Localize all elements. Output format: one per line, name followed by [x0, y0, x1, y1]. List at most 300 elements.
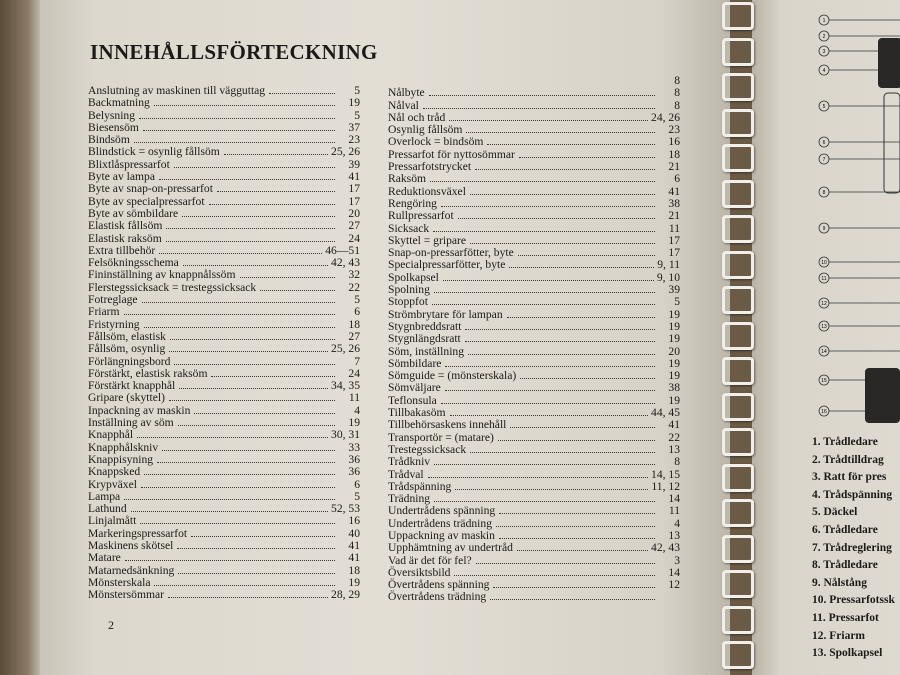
- index-entry-page: 8: [674, 455, 680, 469]
- index-entry-page: 41: [348, 538, 360, 552]
- index-entry-page: 34, 35: [331, 379, 360, 393]
- diagram-callout: [819, 298, 900, 308]
- diagram-callout: [819, 187, 900, 197]
- leader-dots: [139, 118, 335, 119]
- index-entry-page: 42, 43: [651, 541, 680, 555]
- index-entry-page: 3: [674, 553, 680, 567]
- diagram-callout: [819, 15, 900, 25]
- index-entry-label: Trädning: [388, 492, 431, 506]
- spiral-coil: [722, 286, 754, 314]
- index-entry: [388, 272, 680, 284]
- index-entry: [388, 161, 680, 173]
- index-column-middle: [388, 75, 680, 604]
- index-entry-page: 22: [348, 280, 360, 294]
- index-entry-page: 14: [668, 492, 680, 506]
- leader-dots: [468, 354, 655, 355]
- index-entry: [388, 591, 680, 603]
- index-entry-label: Undertrådens trädning: [388, 516, 492, 530]
- leader-dots: [154, 585, 335, 586]
- index-entry-page: 37: [348, 120, 360, 134]
- index-entry-page: 17: [668, 233, 680, 247]
- leader-dots: [458, 218, 655, 219]
- spiral-coil: [722, 73, 754, 101]
- leader-dots: [178, 573, 335, 574]
- spiral-coil: [722, 144, 754, 172]
- callout-number: 4: [822, 68, 826, 74]
- leader-dots: [178, 425, 335, 426]
- leader-dots: [445, 366, 655, 367]
- index-entry-label: Trestegssicksack: [388, 442, 467, 456]
- spiral-coil: [722, 641, 754, 669]
- index-entry-label: Strömbrytare för lampan: [388, 307, 503, 321]
- index-entry-label: Upphämtning av undertråd: [388, 541, 513, 555]
- leader-dots: [507, 317, 655, 318]
- index-entry-label: Byte av lampa: [88, 170, 155, 184]
- index-entry-label: Osynlig fållsöm: [388, 123, 463, 137]
- callout-number: 5: [822, 104, 826, 110]
- diagram-callout: [819, 346, 900, 356]
- index-entry: [388, 136, 680, 148]
- index-entry-page: 19: [668, 369, 680, 383]
- index-entry-label: Maskinens skötsel: [88, 538, 174, 552]
- legend-item: 3. Ratt för pres: [812, 471, 887, 484]
- index-entry-page: 19: [348, 96, 360, 110]
- leader-dots: [124, 314, 335, 315]
- leader-dots: [124, 499, 335, 500]
- index-entry: [388, 284, 680, 296]
- index-entry-label: Knappsked: [88, 465, 141, 479]
- leader-dots: [470, 243, 655, 244]
- leader-dots: [140, 523, 335, 524]
- index-entry-page: 5: [354, 489, 360, 503]
- leader-dots: [125, 560, 335, 561]
- leader-dots: [496, 526, 655, 527]
- index-entry-label: Backmatning: [88, 96, 150, 110]
- leader-dots: [194, 413, 335, 414]
- leader-dots: [470, 194, 655, 195]
- machine-diagram: [810, 8, 900, 428]
- index-entry-label: Förstärkt knapphål: [88, 379, 176, 393]
- index-entry-page: 19: [348, 575, 360, 589]
- index-entry-label: Byte av snap-on-pressarfot: [88, 182, 213, 196]
- spiral-coil: [722, 428, 754, 456]
- index-entry: [88, 233, 360, 245]
- leader-dots: [224, 154, 328, 155]
- index-entry-page: 42, 43: [331, 256, 360, 270]
- leader-dots: [449, 120, 648, 121]
- leader-dots: [169, 400, 335, 401]
- index-entry-page: 24: [348, 231, 360, 245]
- callout-number: 3: [822, 49, 826, 55]
- index-entry: [388, 346, 680, 358]
- index-entry-page: 8: [674, 74, 680, 87]
- leader-dots: [157, 462, 335, 463]
- index-entry-label: Elastisk fållsöm: [88, 219, 163, 233]
- index-entry: [388, 542, 680, 554]
- index-entry-label: Flerstegssicksack = trestegssicksack: [88, 280, 257, 294]
- leader-dots: [429, 95, 655, 96]
- index-entry-label: Linjalmått: [88, 514, 137, 528]
- leader-dots: [168, 597, 328, 598]
- index-entry-page: 19: [348, 416, 360, 430]
- index-entry-label: Nålval: [388, 98, 419, 112]
- index-entry-label: Biesensöm: [88, 120, 139, 134]
- leader-dots: [434, 464, 655, 465]
- index-entry-label: Teflonsula: [388, 393, 437, 407]
- index-entry-label: Stygnlängdsratt: [388, 332, 461, 346]
- callout-number: 9: [822, 226, 826, 232]
- index-entry-label: Tillbakasöm: [388, 406, 446, 420]
- spiral-coil: [722, 2, 754, 30]
- index-entry-page: 11: [668, 504, 680, 518]
- index-entry: [388, 382, 680, 394]
- leader-dots: [434, 501, 655, 502]
- index-entry-label: Sicksack: [388, 221, 430, 235]
- leader-dots: [445, 390, 655, 391]
- index-entry-label: Stoppfot: [388, 295, 428, 309]
- leader-dots: [432, 304, 655, 305]
- index-entry-label: Trådval: [388, 467, 424, 481]
- index-entry: [388, 210, 680, 222]
- spiral-coil: [722, 606, 754, 634]
- legend-item: 12. Friarm: [812, 629, 866, 642]
- leader-dots: [520, 378, 655, 379]
- index-entry-label: Reduktionsväxel: [388, 184, 466, 198]
- index-entry-label: Byte av specialpressarfot: [88, 194, 205, 208]
- index-entry: [88, 294, 360, 306]
- index-entry-page: 17: [668, 246, 680, 260]
- index-entry-page: 27: [348, 219, 360, 233]
- index-entry: [88, 356, 360, 368]
- index-entry: [388, 333, 680, 345]
- index-entry: [388, 469, 680, 481]
- index-entry-page: 13: [668, 528, 680, 542]
- index-entry-label: Sömguide = (mönsterskala): [388, 369, 517, 383]
- leader-dots: [260, 290, 335, 291]
- index-entry-page: 33: [348, 440, 360, 454]
- index-entry-page: 38: [668, 196, 680, 210]
- leader-dots: [162, 450, 335, 451]
- index-entry-page: 30, 31: [331, 428, 360, 442]
- index-entry: [388, 481, 680, 493]
- legend-item: 6. Trådledare: [812, 523, 878, 536]
- leader-dots: [430, 181, 655, 182]
- callout-number: 14: [821, 349, 827, 355]
- leader-dots: [191, 536, 335, 537]
- leader-dots: [134, 142, 335, 143]
- callout-number: 16: [821, 409, 827, 415]
- index-entry-label: Trådspänning: [388, 479, 452, 493]
- index-entry-label: Övertrådens spänning: [388, 578, 490, 592]
- leader-dots: [441, 206, 655, 207]
- leader-dots: [211, 376, 335, 377]
- index-entry: [388, 173, 680, 185]
- leader-dots: [487, 144, 655, 145]
- index-entry-label: Söm, inställning: [388, 344, 465, 358]
- index-entry-label: Sömbildare: [388, 356, 442, 370]
- callout-number: 8: [822, 190, 826, 196]
- leader-dots: [209, 204, 335, 205]
- spiral-coil: [722, 393, 754, 421]
- index-entry-label: Mönstersömmar: [88, 588, 164, 602]
- index-entry: [88, 392, 360, 404]
- legend-item: 13. Spolkapsel: [812, 647, 883, 660]
- index-entry-page: 28, 29: [331, 588, 360, 602]
- index-entry-page: 18: [668, 147, 680, 161]
- index-entry-page: 32: [348, 268, 360, 282]
- spiral-coil: [722, 357, 754, 385]
- leader-dots: [269, 93, 335, 94]
- leader-dots: [499, 513, 655, 514]
- index-entry: [388, 75, 680, 87]
- index-entry-label: Undertrådens spänning: [388, 504, 496, 518]
- callout-number: 10: [821, 260, 827, 266]
- index-entry-label: Inpackning av maskin: [88, 403, 191, 417]
- leader-dots: [144, 474, 335, 475]
- index-entry: [88, 552, 360, 564]
- page-number: 2: [108, 618, 114, 632]
- index-entry-page: 19: [668, 356, 680, 370]
- leader-dots: [159, 253, 322, 254]
- leader-dots: [166, 228, 335, 229]
- index-entry-page: 5: [354, 293, 360, 307]
- index-entry-page: 11, 12: [651, 479, 680, 493]
- leader-dots: [499, 538, 655, 539]
- leader-dots: [131, 511, 328, 512]
- index-entry-page: 25, 26: [331, 342, 360, 356]
- spiral-coil: [722, 251, 754, 279]
- machine-base-shape: [865, 368, 900, 423]
- index-entry-page: 19: [668, 393, 680, 407]
- index-entry-label: Nålbyte: [388, 86, 425, 100]
- leader-dots: [141, 487, 335, 488]
- leader-dots: [490, 599, 655, 600]
- spiral-coil: [722, 499, 754, 527]
- index-entry-page: 5: [354, 84, 360, 97]
- callout-number: 2: [822, 34, 826, 40]
- leader-dots: [240, 277, 336, 278]
- index-entry: [88, 220, 360, 232]
- index-entry-page: 4: [354, 403, 360, 417]
- leader-dots: [159, 179, 335, 180]
- leader-dots: [154, 105, 335, 106]
- diagram-callout: [819, 101, 900, 111]
- index-entry-page: 7: [354, 354, 360, 368]
- diagram-callout: [819, 223, 900, 233]
- leader-dots: [450, 415, 648, 416]
- spiral-coil: [722, 570, 754, 598]
- index-entry-label: Transportör = (matare): [388, 430, 494, 444]
- index-entry: [388, 456, 680, 468]
- spiral-coil: [722, 535, 754, 563]
- index-entry-page: 16: [348, 514, 360, 528]
- index-entry: [388, 87, 680, 99]
- leader-dots: [174, 364, 335, 365]
- index-entry-page: 22: [668, 430, 680, 444]
- leader-dots: [465, 329, 655, 330]
- leader-dots: [443, 280, 654, 281]
- index-entry-label: Fållsöm, elastisk: [88, 329, 166, 343]
- index-entry-label: Pressarfotstrycket: [388, 160, 472, 174]
- index-entry-label: Rengöring: [388, 196, 437, 210]
- leader-dots: [217, 191, 335, 192]
- index-entry: [388, 444, 680, 456]
- callout-number: 7: [822, 157, 826, 163]
- machine-arm-outline: [884, 93, 900, 193]
- index-entry-page: 17: [348, 194, 360, 208]
- index-entry-label: Förlängningsbord: [88, 354, 171, 368]
- index-entry-page: 46—51: [325, 243, 360, 257]
- index-entry-page: 39: [348, 157, 360, 171]
- callout-number: 6: [822, 140, 826, 146]
- index-entry-page: 38: [668, 381, 680, 395]
- leader-dots: [183, 265, 328, 266]
- index-entry-page: 12: [668, 578, 680, 592]
- index-entry-label: Fininställning av knappnålssöm: [88, 268, 236, 282]
- index-entry-label: Matare: [88, 551, 121, 565]
- index-entry-label: Tillbehörsaskens innehåll: [388, 418, 507, 432]
- leader-dots: [518, 255, 655, 256]
- index-entry-label: Blindstick = osynlig fållsöm: [88, 145, 220, 159]
- index-entry-label: Markeringspressarfot: [88, 526, 188, 540]
- index-entry: [88, 146, 360, 158]
- leader-dots: [423, 108, 655, 109]
- index-entry-label: Pressarfot för nyttosömmar: [388, 147, 515, 161]
- index-entry-page: 19: [668, 332, 680, 346]
- index-entry-label: Belysning: [88, 108, 136, 122]
- spiral-binding: [718, 0, 758, 675]
- index-entry-page: 41: [348, 551, 360, 565]
- callout-number: 12: [821, 301, 827, 307]
- index-entry: [88, 491, 360, 503]
- leader-dots: [441, 403, 655, 404]
- leader-dots: [179, 388, 328, 389]
- diagram-callout: [819, 273, 900, 283]
- index-entry: [88, 97, 360, 109]
- index-entry-label: Nål och tråd: [388, 110, 446, 124]
- legend-item: 10. Pressarfotssk: [812, 594, 895, 607]
- page-title: INNEHÅLLSFÖRTECKNING: [90, 40, 378, 64]
- index-entry-page: 27: [348, 329, 360, 343]
- index-entry-label: Stygnbreddsratt: [388, 319, 462, 333]
- callout-number: 1: [822, 18, 826, 24]
- index-entry-page: 41: [348, 170, 360, 184]
- index-entry-label: Elastisk raksöm: [88, 231, 162, 245]
- index-entry-page: 40: [348, 526, 360, 540]
- leader-dots: [455, 489, 648, 490]
- leader-dots: [517, 550, 648, 551]
- legend-item: 9. Nålstång: [812, 576, 867, 589]
- index-entry-label: Vad är det för fel?: [388, 553, 472, 567]
- index-entry-page: 8: [674, 98, 680, 112]
- diagram-callout: [819, 137, 900, 147]
- index-entry-page: 19: [668, 307, 680, 321]
- index-entry-label: Overlock = bindsöm: [388, 135, 484, 149]
- index-entry-page: 24, 26: [651, 110, 680, 124]
- index-entry-label: Lathund: [88, 502, 127, 516]
- index-entry: [88, 343, 360, 355]
- leader-dots: [174, 167, 335, 168]
- index-entry-page: 36: [348, 452, 360, 466]
- legend-item: 8. Trådledare: [812, 559, 878, 572]
- leader-dots: [498, 440, 655, 441]
- index-entry-page: 36: [348, 465, 360, 479]
- index-entry-page: 18: [348, 317, 360, 331]
- index-entry-label: Felsökningsschema: [88, 256, 179, 270]
- index-entry: [388, 223, 680, 235]
- index-entry-page: 9, 11: [657, 258, 680, 272]
- index-entry-page: 44, 45: [651, 406, 680, 420]
- index-entry-page: 41: [668, 184, 680, 198]
- leader-dots: [428, 477, 648, 478]
- legend-item: 1. Trådledare: [812, 436, 878, 448]
- index-entry: [88, 429, 360, 441]
- legend-item: 4. Trådspänning: [812, 488, 893, 501]
- index-entry-page: 25, 26: [331, 145, 360, 159]
- index-entry-label: Specialpressarfötter, byte: [388, 258, 506, 272]
- page-edge: [0, 0, 40, 675]
- index-entry-page: 20: [348, 206, 360, 220]
- index-entry-page: 23: [348, 133, 360, 147]
- index-entry-page: 18: [348, 563, 360, 577]
- index-entry-label: Rullpressarfot: [388, 209, 454, 223]
- leader-dots: [519, 157, 655, 158]
- index-entry-page: 5: [674, 295, 680, 309]
- index-entry-label: Knapphål: [88, 428, 134, 442]
- spiral-coil: [722, 464, 754, 492]
- index-entry: [88, 183, 360, 195]
- leader-dots: [169, 351, 328, 352]
- index-entry-page: 14, 15: [651, 467, 680, 481]
- index-entry-page: 11: [668, 221, 680, 235]
- index-entry-page: 52, 53: [331, 502, 360, 516]
- machine-head-shape: [878, 38, 900, 88]
- index-entry-page: 20: [668, 344, 680, 358]
- index-entry-label: Krypväxel: [88, 477, 137, 491]
- legend-item: 2. Trådtilldrag: [812, 453, 884, 466]
- index-entry-label: Matarnedsänkning: [88, 563, 175, 577]
- index-entry-page: 21: [668, 209, 680, 223]
- index-entry-label: Uppackning av maskin: [388, 528, 495, 542]
- index-column-left: [88, 85, 360, 601]
- index-entry: [388, 505, 680, 517]
- index-entry-label: Översiktsbild: [388, 565, 451, 579]
- index-entry-label: Anslutning av maskinen till vägguttag: [88, 84, 266, 97]
- index-entry-label: Fållsöm, osynlig: [88, 342, 166, 356]
- leader-dots: [143, 130, 335, 131]
- index-entry: [388, 296, 680, 308]
- index-entry-label: Byte av sömbildare: [88, 206, 179, 220]
- index-entry-page: 17: [348, 182, 360, 196]
- leader-dots: [142, 302, 335, 303]
- index-entry-page: 5: [354, 108, 360, 122]
- index-entry-page: 14: [668, 565, 680, 579]
- spiral-coil: [722, 109, 754, 137]
- index-entry-label: Extra tillbehör: [88, 243, 156, 257]
- index-entry-page: 13: [668, 442, 680, 456]
- index-entry: [388, 259, 680, 271]
- index-entry-label: Spolning: [388, 283, 430, 297]
- leader-dots: [475, 169, 655, 170]
- index-entry-page: 21: [668, 160, 680, 174]
- leader-dots: [509, 267, 654, 268]
- leader-dots: [433, 231, 655, 232]
- legend-item: 7. Trådreglering: [812, 541, 892, 554]
- index-entry-page: 19: [668, 319, 680, 333]
- index-entry-label: Sömväljare: [388, 381, 441, 395]
- leader-dots: [510, 427, 655, 428]
- index-entry-label: Fristyrning: [88, 317, 140, 331]
